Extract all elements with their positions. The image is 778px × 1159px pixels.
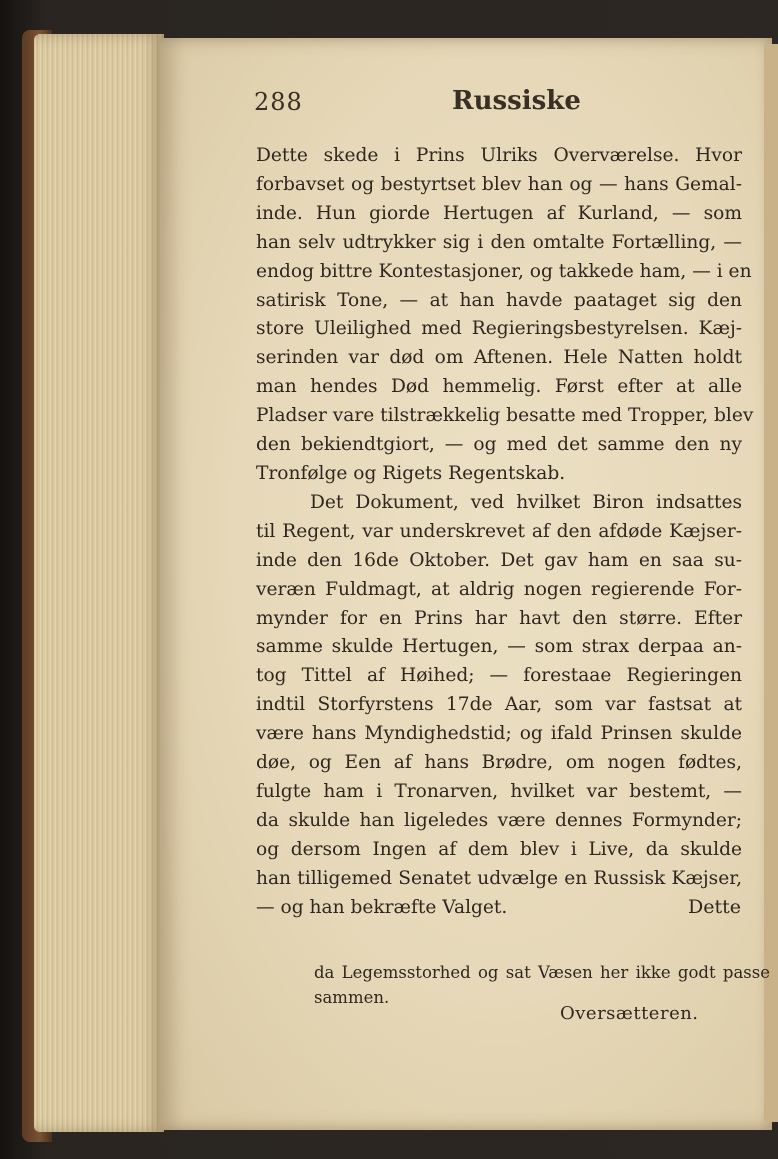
running-head: Russiske <box>452 86 581 116</box>
text-line: fulgte ham i Tronarven, hvilket var bestemt, — <box>256 780 742 802</box>
footnote-line: sammen. <box>314 988 390 1007</box>
text-line: han selv udtrykker sig i den omtalte Fortælling, — <box>256 231 742 253</box>
catchword: Dette <box>688 896 741 918</box>
text-line: satirisk Tone, — at han havde paataget sig den <box>256 289 742 311</box>
text-line: mynder for en Prins har havt den større. Efter <box>256 607 742 629</box>
text-line: forbavset og bestyrtset blev han og — hans Gemal- <box>256 173 742 195</box>
footnote-signature: Oversætteren. <box>560 1003 699 1024</box>
text-line: til Regent, var underskrevet af den afdøde Kæjser- <box>256 520 742 542</box>
text-line: inde den 16de Oktober. Det gav ham en saa su- <box>256 549 742 571</box>
text-line: og dersom Ingen af dem blev i Live, da skulde <box>256 838 742 860</box>
text-line: Pladser vare tilstrækkelig besatte med Tropper, blev <box>256 405 754 427</box>
text-line: døe, og Een af hans Brødre, om nogen fødtes, <box>256 752 742 774</box>
text-line: tog Tittel af Høihed; — forestaae Regieringen <box>256 665 742 687</box>
text-line: endog bittre Kontestasjoner, og takkede ham, — i en <box>256 260 752 282</box>
text-line: man hendes Død hemmelig. Først efter at alle <box>256 376 742 398</box>
page-number: 288 <box>254 88 303 116</box>
text-line: — og han bekræfte Valget. <box>256 896 508 918</box>
footnote <box>314 960 770 1010</box>
page-stack-edge <box>34 34 164 1132</box>
text-line: veræn Fuldmagt, at aldrig nogen regierende For- <box>256 578 742 600</box>
text-line: indtil Storfyrstens 17de Aar, som var fastsat at <box>256 694 742 716</box>
text-line: store Uleilighed med Regieringsbestyrelsen. Kæj- <box>256 318 742 340</box>
body-text <box>256 142 754 922</box>
text-line: være hans Myndighedstid; og ifald Prinsen skulde <box>256 723 742 745</box>
text-line: Det Dokument, ved hvilket Biron indsattes <box>310 491 742 513</box>
text-line: samme skulde Hertugen, — som strax derpaa an- <box>256 636 742 658</box>
text-line: han tilligemed Senatet udvælge en Russisk Kæjser, <box>256 867 742 889</box>
text-line: den bekiendtgiort, — og med det samme den ny <box>256 434 742 456</box>
text-line: Dette skede i Prins Ulriks Overværelse. Hvor <box>256 145 742 166</box>
page-header <box>254 84 754 124</box>
text-line: serinden var død om Aftenen. Hele Natten holdt <box>256 347 742 369</box>
text-line: inde. Hun giorde Hertugen af Kurland, — som <box>256 202 742 224</box>
text-line: da skulde han ligeledes være dennes Formynder; <box>256 809 742 831</box>
footnote-line: da Legemsstorhed og sat Væsen her ikke godt passe <box>314 963 770 982</box>
text-line: Tronfølge og Rigets Regentskab. <box>256 462 566 484</box>
